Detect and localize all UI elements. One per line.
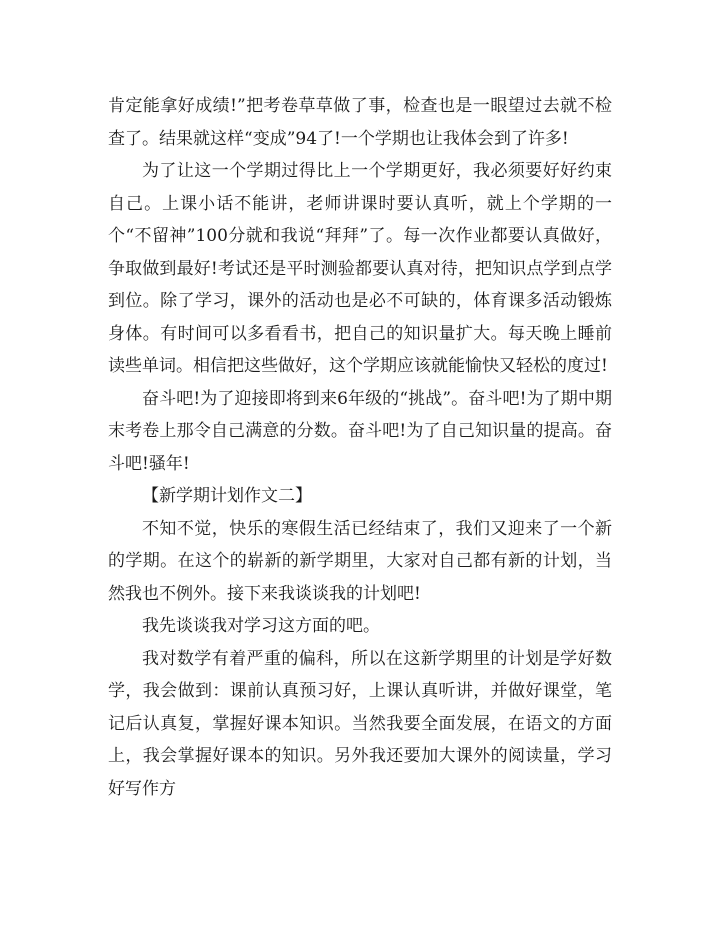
paragraph-4: 不知不觉，快乐的寒假生活已经结束了，我们又迎来了一个新的学期。在这个的崭新的新学期里，大家对自己都有新的计划，当然我也不例外。接下来我谈谈我的计划吧! xyxy=(108,518,612,604)
paragraph-6: 我对数学有着严重的偏科，所以在这新学期里的计划是学好数学，我会做到：课前认真预习好，上课认真听讲，并做好课堂，笔记后认真复，掌握好课本知识。当然我要全面发展，在语文的方面上，我会掌握好课本的知识。另外我还要加大课外的阅读量，学习好写作方 xyxy=(108,648,612,799)
document-body xyxy=(108,90,612,805)
paragraph-5: 我先谈谈我对学习这方面的吧。 xyxy=(142,616,380,636)
section-heading: 【新学期计划作文二】 xyxy=(142,486,312,506)
paragraph-2: 为了让这一个学期过得比上一个学期更好，我必须要好好约束自己。上课小话不能讲，老师讲课时要认真听，就上个学期的一个“不留神”100分就和我说“拜拜”了。每一次作业都要认真做好，争取做到最好!考试还是平时测验都要认真对待，把知识点学到点学到位。除了学习，课外的活动也是必不可缺的，体育课多活动锻炼身体。有时间可以多看看书，把自己的知识量扩大。每天晚上睡前读些单词。相信把这些做好，这个学期应该就能愉快又轻松的度过! xyxy=(108,161,612,376)
paragraph-3: 奋斗吧!为了迎接即将到来6年级的“挑战”。奋斗吧!为了期中期末考卷上那令自己满意的分数。奋斗吧!为了自己知识量的提高。奋斗吧!骚年! xyxy=(108,388,612,474)
paragraph-1: 肯定能拿好成绩!”把考卷草草做了事，检查也是一眼望过去就不检查了。结果就这样“变成”94了!一个学期也让我体会到了许多! xyxy=(108,96,612,149)
